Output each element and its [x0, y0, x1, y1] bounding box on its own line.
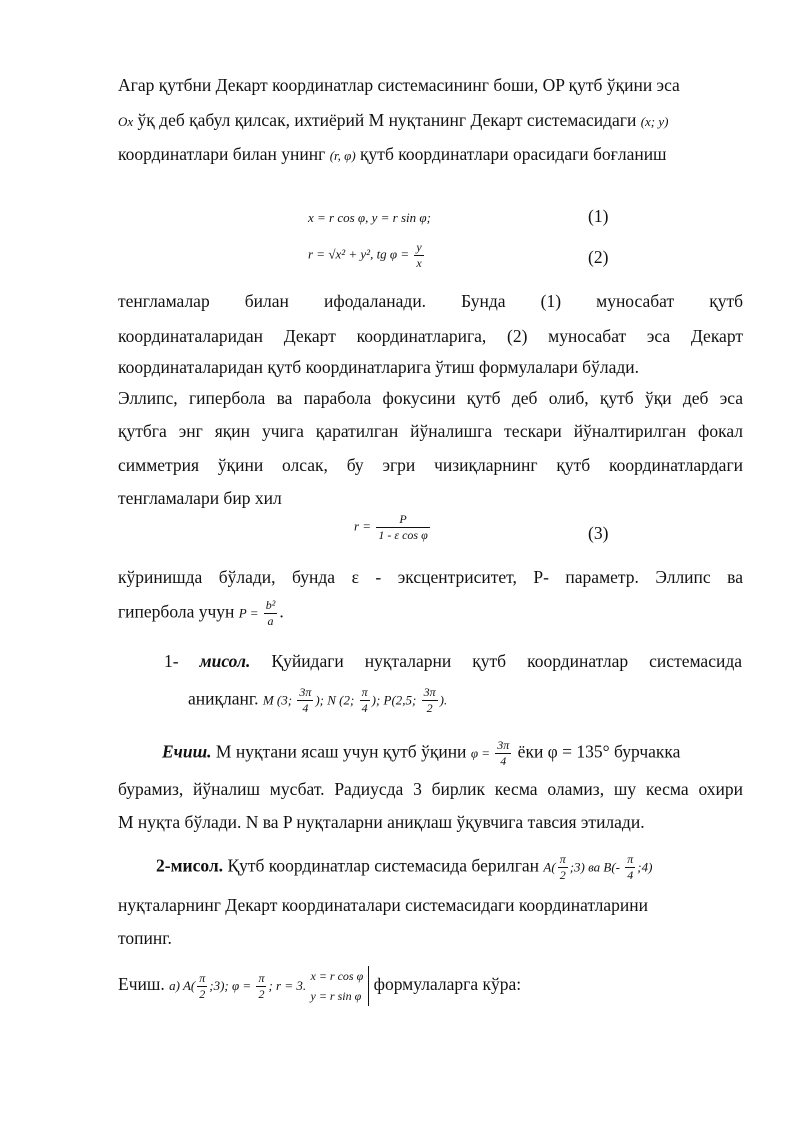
xy-coordinates-symbol: (x; y)	[640, 114, 669, 129]
example-2-line-3: топинг.	[118, 928, 172, 948]
paragraph-intro-line-3	[118, 143, 667, 167]
solution-2-heading: Ечиш.	[118, 974, 165, 995]
paragraph-3-line-2: қутбга энг яқин учига қаратилган йўналишга тескари йўналтирилган фокал	[118, 421, 743, 441]
fraction-numerator: 3π	[299, 685, 312, 699]
fraction-numerator: 3π	[423, 685, 436, 699]
paragraph-2-line-3: координаталаридан қутб координатларига ўтиш формулалари бўлади.	[118, 357, 639, 377]
paragraph-2-line-1: тенгламалар билан ифодаланади. Бунда (1) муносабат қутб	[118, 291, 743, 311]
fraction-denominator: a	[267, 614, 274, 628]
intro-line-2-text: ўқ деб қабул қилсак, ихтиёрий M нуқтанинг Декарт системасидаги	[133, 110, 641, 130]
point-m: M (3;	[262, 692, 296, 708]
paragraph-3-line-4: тенгламалари бир хил	[118, 488, 282, 508]
solution-2-phi-fraction	[256, 971, 266, 1002]
example-1-line-2	[188, 685, 447, 716]
point-n-fraction	[360, 685, 370, 716]
paragraph-4-line-2-text: гипербола учун	[118, 601, 239, 622]
fraction-denominator: 1 - ε cos φ	[378, 528, 428, 542]
solution-2-fraction	[197, 971, 207, 1002]
point-p: ); P(2,5;	[371, 692, 420, 708]
fraction-denominator: 2	[258, 986, 265, 1001]
equation-2-fraction	[414, 240, 423, 271]
closing: ).	[439, 692, 448, 708]
point-m-fraction	[297, 685, 313, 716]
fraction-numerator: 3π	[497, 738, 510, 752]
formula-y: y = r sin φ	[310, 989, 362, 1003]
example-1-task-text: аниқланг.	[188, 688, 263, 709]
solution-1-text: M нуқтани ясаш учун қутб ўқини	[211, 741, 471, 762]
example-2-line-1	[156, 852, 652, 883]
equation-1: x = r cos φ, y = r sin φ;	[308, 210, 431, 225]
solution-2-r: ; r = 3.	[268, 978, 307, 994]
fraction-denominator: 4	[302, 701, 309, 715]
equation-3-text: r =	[354, 518, 375, 534]
example-2-line-2: нуқталарнинг Декарт координаталари системасидаги координатларини	[118, 895, 649, 915]
example-2-text: Қутб координатлар системасида берилган	[223, 855, 544, 876]
example-1-line-1	[164, 650, 742, 672]
formula-x: x = r cos φ	[310, 969, 364, 983]
paragraph-3-line-1: Эллипс, гипербола ва парабола фокусини қутб деб олиб, қутб ўқи деб эса	[118, 388, 743, 408]
point-b-end: ;4)	[637, 859, 653, 875]
fraction-numerator: y	[416, 240, 422, 254]
fraction-numerator: π	[559, 852, 566, 866]
solution-2-point-a: a) A(	[169, 978, 196, 994]
solution-1-heading: Ечиш.	[162, 741, 212, 762]
solution-2-phi: ;3); φ =	[209, 978, 255, 994]
paragraph-4-line-1: кўринишда бўлади, бунда ε - эксцентриситет, P- параметр. Эллипс ва	[118, 567, 743, 587]
intro-line-3-text-a: координатлари билан унинг	[118, 144, 330, 164]
equation-2-number: (2)	[588, 247, 609, 267]
fraction-numerator: π	[199, 970, 206, 985]
equation-2-text: r = √x² + y², tg φ =	[308, 246, 413, 262]
solution-2-text: формулаларга кўра:	[369, 974, 522, 995]
solution-1-line-2: бурамиз, йўналиш мусбат. Радиусда 3 бирлик кесма оламиз, шу кесма охири	[118, 779, 743, 799]
fraction-denominator: 4	[627, 868, 634, 882]
equation-3	[354, 512, 432, 543]
equation-3-fraction	[376, 512, 429, 543]
phi-symbol: φ =	[470, 745, 494, 761]
point-a-fraction	[558, 852, 568, 883]
polar-coordinates-symbol: (r, φ)	[329, 148, 356, 163]
fraction-numerator: π	[258, 970, 265, 985]
example-1-heading: мисол.	[199, 651, 251, 671]
ox-axis-symbol: Ox	[118, 114, 134, 129]
point-p-fraction	[422, 685, 438, 716]
fraction-numerator: π	[361, 685, 368, 699]
point-a: A(	[543, 859, 556, 875]
fraction-denominator: x	[416, 256, 422, 270]
equation-2	[308, 240, 426, 271]
example-1-text: Қуйидаги нуқталарни қутб координатлар системасида	[250, 651, 743, 671]
equation-3-number: (3)	[588, 523, 609, 543]
fraction-numerator: P	[376, 512, 429, 528]
period: .	[279, 601, 284, 622]
fraction-numerator: π	[627, 852, 634, 866]
parameter-fraction	[264, 598, 278, 629]
paragraph-intro-line-1: Агар қутбни Декарт координатлар системасининг боши, OP қутб ўқини эса	[118, 75, 680, 95]
example-2-heading: 2-мисол.	[156, 855, 224, 876]
point-b: ;3) ва B(-	[569, 859, 624, 875]
paragraph-2-line-2: координаталаридан Декарт координатларига, (2) муносабат эса Декарт	[118, 326, 743, 346]
fraction-denominator: 2	[426, 701, 433, 715]
fraction-denominator: 4	[361, 701, 368, 715]
fraction-numerator: b²	[265, 598, 276, 612]
solution-1-line-1	[162, 738, 680, 769]
intro-line-3-text-b: қутб координатлари орасидаги боғланиш	[355, 144, 667, 164]
solution-1-text-b: ёки φ = 135° бурчакка	[513, 741, 681, 762]
solution-2-line	[118, 966, 521, 1006]
paragraph-4-line-2	[118, 598, 284, 629]
phi-fraction	[495, 738, 511, 769]
paragraph-3-line-3: симметрия ўқини олсак, бу эгри чизиқларнинг қутб координатлардаги	[118, 455, 743, 475]
equation-1-number: (1)	[588, 206, 609, 226]
parameter-p-symbol: P =	[238, 605, 262, 621]
fraction-denominator: 2	[199, 986, 206, 1001]
solution-1-line-3: M нуқта бўлади. N ва P нуқталарни аниқлаш ўқувчига тавсия этилади.	[118, 812, 645, 832]
point-b-fraction	[625, 852, 635, 883]
fraction-denominator: 2	[559, 868, 566, 882]
fraction-denominator: 4	[500, 754, 507, 768]
formula-system	[311, 966, 370, 1006]
point-n: ); N (2;	[315, 692, 358, 708]
example-1-number: 1-	[164, 651, 200, 671]
paragraph-intro-line-2	[118, 109, 668, 133]
